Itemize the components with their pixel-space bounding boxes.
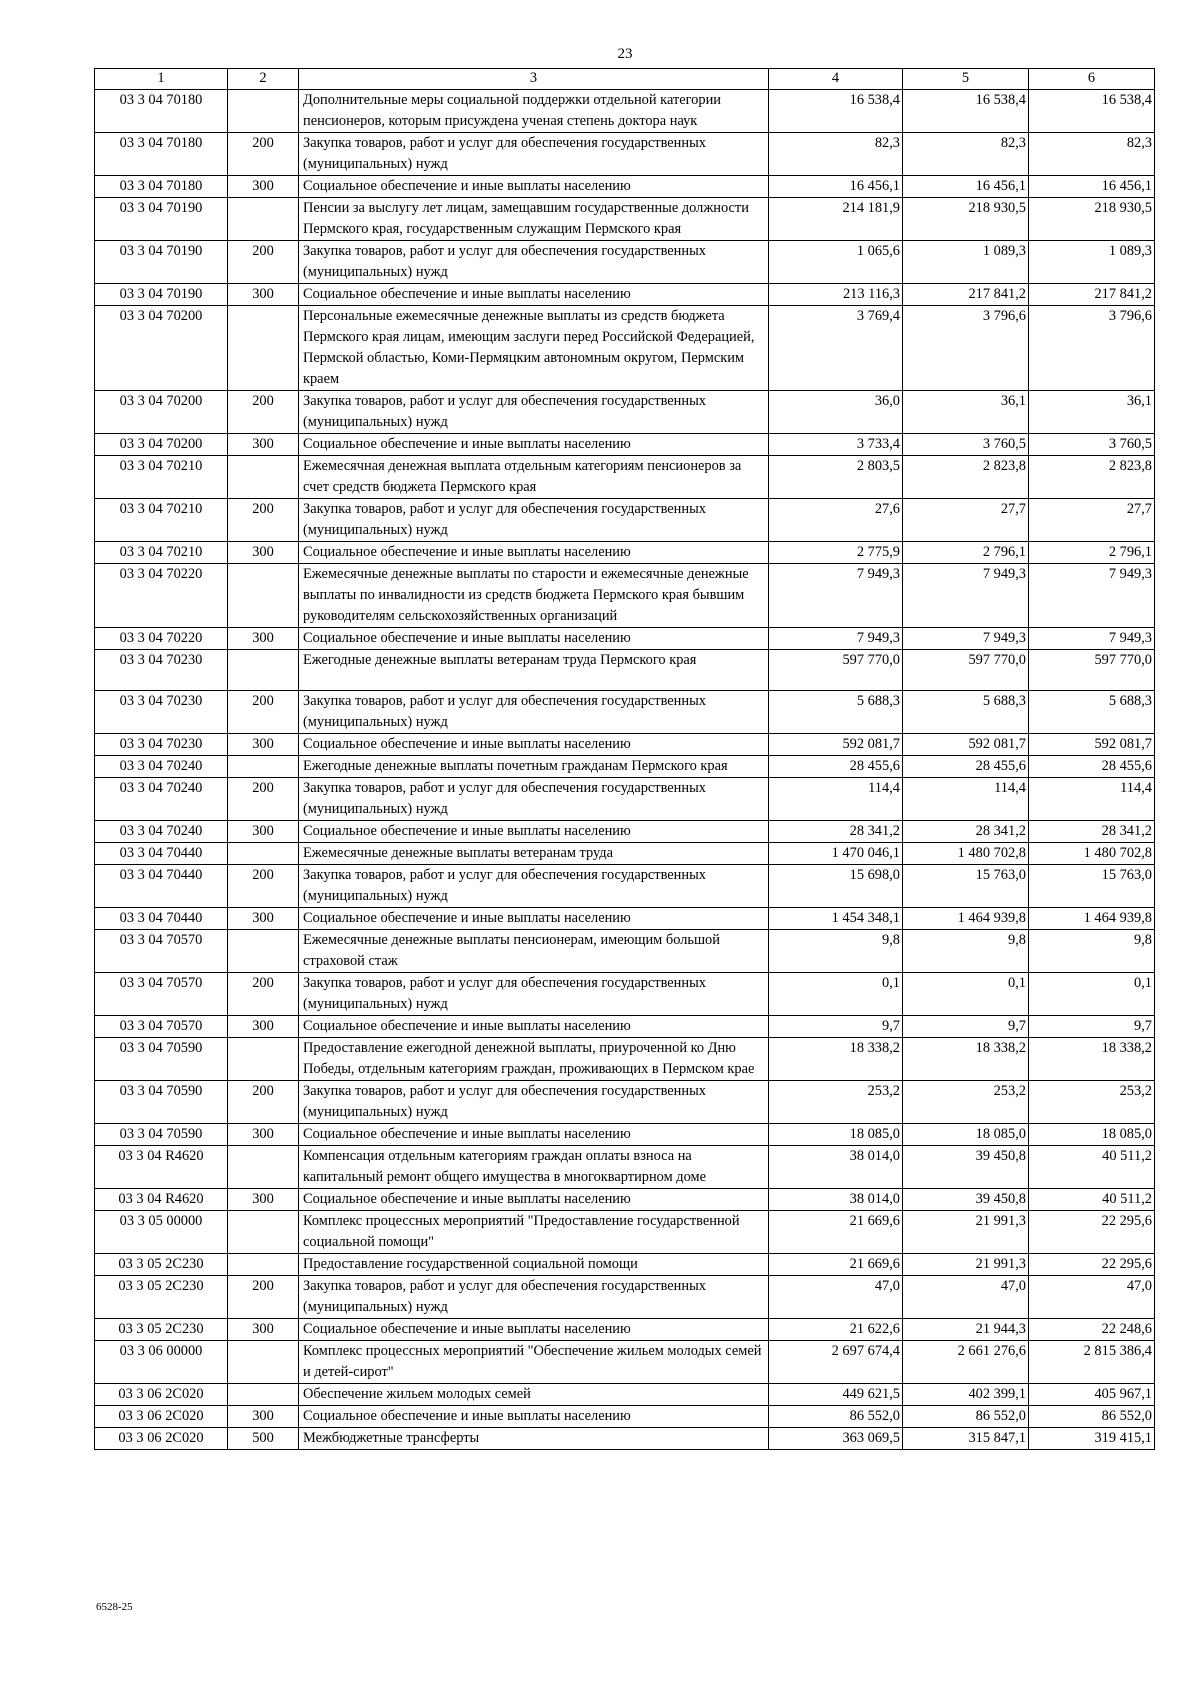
amount-cell: 7 949,3 [769,628,903,650]
table-row [95,176,1155,198]
name-cell: Социальное обеспечение и иные выплаты населению [299,1016,769,1038]
amount-cell: 1 470 046,1 [769,843,903,865]
amount-cell: 3 733,4 [769,434,903,456]
name-cell: Социальное обеспечение и иные выплаты населению [299,628,769,650]
column-header: 3 [299,69,769,90]
expense-type-cell [228,1146,299,1189]
amount-cell: 253,2 [769,1081,903,1124]
expense-type-cell [228,1038,299,1081]
expense-type-cell [228,456,299,499]
name-cell: Межбюджетные трансферты [299,1428,769,1450]
amount-cell: 82,3 [903,133,1029,176]
column-header: 6 [1029,69,1155,90]
expense-type-cell: 200 [228,241,299,284]
amount-cell: 82,3 [769,133,903,176]
code-cell: 03 3 04 70200 [95,434,228,456]
amount-cell: 22 248,6 [1029,1319,1155,1341]
name-cell: Закупка товаров, работ и услуг для обеспечения государственных (муниципальных) нужд [299,391,769,434]
amount-cell: 592 081,7 [903,734,1029,756]
name-cell: Закупка товаров, работ и услуг для обеспечения государственных (муниципальных) нужд [299,133,769,176]
code-cell: 03 3 05 00000 [95,1211,228,1254]
amount-cell: 218 930,5 [903,198,1029,241]
name-cell: Социальное обеспечение и иные выплаты населению [299,1189,769,1211]
amount-cell: 15 763,0 [903,865,1029,908]
amount-cell: 27,7 [1029,499,1155,542]
expense-type-cell: 300 [228,1406,299,1428]
amount-cell: 1 480 702,8 [1029,843,1155,865]
code-cell: 03 3 04 70200 [95,391,228,434]
code-cell: 03 3 04 R4620 [95,1146,228,1189]
amount-cell: 2 803,5 [769,456,903,499]
amount-cell: 253,2 [1029,1081,1155,1124]
table-row [95,930,1155,973]
expense-type-cell: 200 [228,133,299,176]
amount-cell: 86 552,0 [1029,1406,1155,1428]
expense-type-cell: 200 [228,778,299,821]
amount-cell: 597 770,0 [1029,650,1155,691]
amount-cell: 2 775,9 [769,542,903,564]
code-cell: 03 3 04 70200 [95,306,228,391]
amount-cell: 28 341,2 [903,821,1029,843]
amount-cell: 7 949,3 [1029,564,1155,628]
code-cell: 03 3 04 70220 [95,564,228,628]
code-cell: 03 3 04 70180 [95,176,228,198]
amount-cell: 1 480 702,8 [903,843,1029,865]
amount-cell: 2 796,1 [903,542,1029,564]
amount-cell: 18 338,2 [1029,1038,1155,1081]
table-row [95,90,1155,133]
code-cell: 03 3 04 70240 [95,778,228,821]
code-cell: 03 3 05 2С230 [95,1319,228,1341]
code-cell: 03 3 06 2С020 [95,1406,228,1428]
name-cell: Социальное обеспечение и иные выплаты населению [299,821,769,843]
expense-type-cell [228,843,299,865]
table-row [95,1211,1155,1254]
name-cell: Закупка товаров, работ и услуг для обеспечения государственных (муниципальных) нужд [299,499,769,542]
code-cell: 03 3 04 70570 [95,973,228,1016]
amount-cell: 27,6 [769,499,903,542]
amount-cell: 28 341,2 [1029,821,1155,843]
code-cell: 03 3 04 70570 [95,1016,228,1038]
amount-cell: 86 552,0 [769,1406,903,1428]
expense-type-cell [228,1254,299,1276]
amount-cell: 21 944,3 [903,1319,1029,1341]
table-row [95,1406,1155,1428]
table-row [95,284,1155,306]
amount-cell: 21 669,6 [769,1254,903,1276]
code-cell: 03 3 04 70180 [95,133,228,176]
amount-cell: 9,8 [1029,930,1155,973]
code-cell: 03 3 04 70220 [95,628,228,650]
amount-cell: 9,7 [769,1016,903,1038]
amount-cell: 18 085,0 [1029,1124,1155,1146]
amount-cell: 16 538,4 [1029,90,1155,133]
amount-cell: 214 181,9 [769,198,903,241]
code-cell: 03 3 04 70190 [95,198,228,241]
table-row [95,1016,1155,1038]
table-row [95,1341,1155,1384]
table-row [95,564,1155,628]
amount-cell: 47,0 [1029,1276,1155,1319]
amount-cell: 218 930,5 [1029,198,1155,241]
column-header: 1 [95,69,228,90]
table-row [95,198,1155,241]
amount-cell: 597 770,0 [769,650,903,691]
amount-cell: 3 769,4 [769,306,903,391]
name-cell: Дополнительные меры социальной поддержки отдельной категории пенсионеров, которым присуждена ученая степень доктора наук [299,90,769,133]
column-header: 5 [903,69,1029,90]
amount-cell: 213 116,3 [769,284,903,306]
name-cell: Социальное обеспечение и иные выплаты населению [299,1406,769,1428]
amount-cell: 39 450,8 [903,1189,1029,1211]
amount-cell: 114,4 [769,778,903,821]
amount-cell: 2 796,1 [1029,542,1155,564]
amount-cell: 18 338,2 [769,1038,903,1081]
code-cell: 03 3 04 70210 [95,456,228,499]
amount-cell: 22 295,6 [1029,1211,1155,1254]
table-row [95,1384,1155,1406]
expense-type-cell: 200 [228,1276,299,1319]
amount-cell: 28 455,6 [903,756,1029,778]
expense-type-cell [228,306,299,391]
table-row [95,778,1155,821]
amount-cell: 1 464 939,8 [1029,908,1155,930]
amount-cell: 16 456,1 [1029,176,1155,198]
amount-cell: 592 081,7 [769,734,903,756]
expense-type-cell [228,930,299,973]
amount-cell: 5 688,3 [1029,691,1155,734]
amount-cell: 27,7 [903,499,1029,542]
name-cell: Социальное обеспечение и иные выплаты населению [299,908,769,930]
code-cell: 03 3 04 70590 [95,1081,228,1124]
name-cell: Закупка товаров, работ и услуг для обеспечения государственных (муниципальных) нужд [299,865,769,908]
amount-cell: 1 464 939,8 [903,908,1029,930]
amount-cell: 7 949,3 [1029,628,1155,650]
table-row [95,306,1155,391]
amount-cell: 38 014,0 [769,1146,903,1189]
expense-type-cell: 300 [228,542,299,564]
amount-cell: 1 089,3 [1029,241,1155,284]
table-row [95,1081,1155,1124]
code-cell: 03 3 04 70440 [95,843,228,865]
expense-type-cell: 300 [228,628,299,650]
amount-cell: 40 511,2 [1029,1189,1155,1211]
code-cell: 03 3 04 70590 [95,1124,228,1146]
table-row [95,542,1155,564]
amount-cell: 3 760,5 [903,434,1029,456]
table-row [95,133,1155,176]
expense-type-cell [228,198,299,241]
amount-cell: 18 338,2 [903,1038,1029,1081]
name-cell: Социальное обеспечение и иные выплаты населению [299,434,769,456]
expense-type-cell: 200 [228,865,299,908]
table-row [95,734,1155,756]
amount-cell: 18 085,0 [903,1124,1029,1146]
code-cell: 03 3 05 2С230 [95,1254,228,1276]
amount-cell: 9,8 [903,930,1029,973]
name-cell: Социальное обеспечение и иные выплаты населению [299,176,769,198]
amount-cell: 217 841,2 [1029,284,1155,306]
code-cell: 03 3 06 2С020 [95,1428,228,1450]
code-cell: 03 3 06 2С020 [95,1384,228,1406]
amount-cell: 3 796,6 [1029,306,1155,391]
code-cell: 03 3 04 70230 [95,734,228,756]
code-cell: 03 3 04 70180 [95,90,228,133]
expense-type-cell: 200 [228,499,299,542]
name-cell: Комплекс процессных мероприятий "Предоставление государственной социальной помощи" [299,1211,769,1254]
expense-type-cell: 200 [228,973,299,1016]
expense-type-cell: 200 [228,1081,299,1124]
table-row [95,391,1155,434]
amount-cell: 217 841,2 [903,284,1029,306]
amount-cell: 1 065,6 [769,241,903,284]
amount-cell: 9,7 [1029,1016,1155,1038]
name-cell: Ежемесячные денежные выплаты по старости и ежемесячные денежные выплаты по инвалидности из средств бюджета Пермского края бывшим руководителям сельскохозяйственных организаций [299,564,769,628]
amount-cell: 21 991,3 [903,1254,1029,1276]
expense-type-cell [228,90,299,133]
expense-type-cell [228,564,299,628]
table-row [95,650,1155,691]
amount-cell: 0,1 [769,973,903,1016]
name-cell: Закупка товаров, работ и услуг для обеспечения государственных (муниципальных) нужд [299,1081,769,1124]
name-cell: Социальное обеспечение и иные выплаты населению [299,734,769,756]
expense-type-cell: 300 [228,821,299,843]
code-cell: 03 3 05 2С230 [95,1276,228,1319]
table-row [95,241,1155,284]
name-cell: Компенсация отдельным категориям граждан оплаты взноса на капитальный ремонт общего имущества в многоквартирном доме [299,1146,769,1189]
amount-cell: 47,0 [903,1276,1029,1319]
table-row [95,1254,1155,1276]
expense-type-cell: 200 [228,691,299,734]
name-cell: Предоставление государственной социальной помощи [299,1254,769,1276]
name-cell: Социальное обеспечение и иные выплаты населению [299,284,769,306]
amount-cell: 16 538,4 [903,90,1029,133]
table-row [95,908,1155,930]
amount-cell: 114,4 [1029,778,1155,821]
amount-cell: 36,1 [1029,391,1155,434]
amount-cell: 21 622,6 [769,1319,903,1341]
amount-cell: 405 967,1 [1029,1384,1155,1406]
name-cell: Социальное обеспечение и иные выплаты населению [299,542,769,564]
table-row [95,1319,1155,1341]
code-cell: 03 3 04 70240 [95,756,228,778]
name-cell: Пенсии за выслугу лет лицам, замещавшим государственные должности Пермского края, государственным служащим Пермского края [299,198,769,241]
name-cell: Ежемесячные денежные выплаты пенсионерам, имеющим большой страховой стаж [299,930,769,973]
expense-type-cell: 300 [228,1319,299,1341]
amount-cell: 22 295,6 [1029,1254,1155,1276]
expense-type-cell [228,1384,299,1406]
amount-cell: 597 770,0 [903,650,1029,691]
amount-cell: 402 399,1 [903,1384,1029,1406]
amount-cell: 7 949,3 [903,564,1029,628]
amount-cell: 9,8 [769,930,903,973]
table-row [95,821,1155,843]
footer-code: 6528-25 [96,1601,133,1613]
table-body [95,90,1155,1450]
amount-cell: 82,3 [1029,133,1155,176]
amount-cell: 0,1 [903,973,1029,1016]
amount-cell: 319 415,1 [1029,1428,1155,1450]
table-row [95,1124,1155,1146]
expense-type-cell [228,756,299,778]
amount-cell: 18 085,0 [769,1124,903,1146]
code-cell: 03 3 06 00000 [95,1341,228,1384]
table-row [95,499,1155,542]
name-cell: Обеспечение жильем молодых семей [299,1384,769,1406]
amount-cell: 2 697 674,4 [769,1341,903,1384]
column-header: 2 [228,69,299,90]
table-row [95,691,1155,734]
amount-cell: 21 991,3 [903,1211,1029,1254]
code-cell: 03 3 04 70230 [95,691,228,734]
table-row [95,756,1155,778]
amount-cell: 449 621,5 [769,1384,903,1406]
name-cell: Предоставление ежегодной денежной выплаты, приуроченной ко Дню Победы, отдельным категориям граждан, проживающих в Пермском крае [299,1038,769,1081]
expense-type-cell: 500 [228,1428,299,1450]
name-cell: Комплекс процессных мероприятий "Обеспечение жильем молодых семей и детей-сирот" [299,1341,769,1384]
expense-type-cell [228,1341,299,1384]
table-row [95,843,1155,865]
expense-type-cell: 300 [228,734,299,756]
amount-cell: 2 661 276,6 [903,1341,1029,1384]
amount-cell: 16 456,1 [769,176,903,198]
amount-cell: 15 698,0 [769,865,903,908]
name-cell: Закупка товаров, работ и услуг для обеспечения государственных (муниципальных) нужд [299,241,769,284]
amount-cell: 28 455,6 [1029,756,1155,778]
amount-cell: 47,0 [769,1276,903,1319]
table-row [95,434,1155,456]
page-number: 23 [617,46,633,62]
amount-cell: 21 669,6 [769,1211,903,1254]
code-cell: 03 3 04 70190 [95,284,228,306]
table-row [95,1428,1155,1450]
amount-cell: 253,2 [903,1081,1029,1124]
code-cell: 03 3 04 70590 [95,1038,228,1081]
budget-table [94,68,1155,1450]
table-row [95,973,1155,1016]
amount-cell: 2 823,8 [1029,456,1155,499]
code-cell: 03 3 04 70440 [95,908,228,930]
amount-cell: 39 450,8 [903,1146,1029,1189]
code-cell: 03 3 04 70210 [95,499,228,542]
name-cell: Закупка товаров, работ и услуг для обеспечения государственных (муниципальных) нужд [299,973,769,1016]
expense-type-cell: 200 [228,391,299,434]
amount-cell: 36,0 [769,391,903,434]
amount-cell: 40 511,2 [1029,1146,1155,1189]
expense-type-cell: 300 [228,1124,299,1146]
name-cell: Социальное обеспечение и иные выплаты населению [299,1319,769,1341]
amount-cell: 16 456,1 [903,176,1029,198]
amount-cell: 28 455,6 [769,756,903,778]
amount-cell: 7 949,3 [769,564,903,628]
expense-type-cell: 300 [228,908,299,930]
expense-type-cell: 300 [228,1189,299,1211]
table-row [95,1276,1155,1319]
table-row [95,1146,1155,1189]
table-row [95,456,1155,499]
expense-type-cell: 300 [228,176,299,198]
amount-cell: 592 081,7 [1029,734,1155,756]
amount-cell: 3 760,5 [1029,434,1155,456]
column-header: 4 [769,69,903,90]
amount-cell: 114,4 [903,778,1029,821]
name-cell: Ежегодные денежные выплаты ветеранам труда Пермского края [299,650,769,691]
name-cell: Закупка товаров, работ и услуг для обеспечения государственных (муниципальных) нужд [299,1276,769,1319]
name-cell: Ежемесячная денежная выплата отдельным категориям пенсионеров за счет средств бюджета Пермского края [299,456,769,499]
amount-cell: 2 815 386,4 [1029,1341,1155,1384]
table-row [95,1189,1155,1211]
amount-cell: 28 341,2 [769,821,903,843]
amount-cell: 315 847,1 [903,1428,1029,1450]
amount-cell: 7 949,3 [903,628,1029,650]
amount-cell: 363 069,5 [769,1428,903,1450]
amount-cell: 0,1 [1029,973,1155,1016]
amount-cell: 1 089,3 [903,241,1029,284]
code-cell: 03 3 04 70210 [95,542,228,564]
amount-cell: 5 688,3 [769,691,903,734]
code-cell: 03 3 04 70240 [95,821,228,843]
code-cell: 03 3 04 R4620 [95,1189,228,1211]
amount-cell: 1 454 348,1 [769,908,903,930]
expense-type-cell [228,1211,299,1254]
code-cell: 03 3 04 70440 [95,865,228,908]
amount-cell: 15 763,0 [1029,865,1155,908]
code-cell: 03 3 04 70190 [95,241,228,284]
amount-cell: 38 014,0 [769,1189,903,1211]
expense-type-cell: 300 [228,1016,299,1038]
amount-cell: 16 538,4 [769,90,903,133]
expense-type-cell [228,650,299,691]
table-row [95,1038,1155,1081]
name-cell: Ежегодные денежные выплаты почетным гражданам Пермского края [299,756,769,778]
name-cell: Ежемесячные денежные выплаты ветеранам труда [299,843,769,865]
table-row [95,628,1155,650]
name-cell: Закупка товаров, работ и услуг для обеспечения государственных (муниципальных) нужд [299,691,769,734]
amount-cell: 86 552,0 [903,1406,1029,1428]
table-header-row [95,69,1155,90]
name-cell: Закупка товаров, работ и услуг для обеспечения государственных (муниципальных) нужд [299,778,769,821]
name-cell: Персональные ежемесячные денежные выплаты из средств бюджета Пермского края лицам, имеющим заслуги перед Российской Федерацией, Пермской областью, Коми-Пермяцким автономным округом, Пермским краем [299,306,769,391]
amount-cell: 3 796,6 [903,306,1029,391]
expense-type-cell: 300 [228,284,299,306]
amount-cell: 9,7 [903,1016,1029,1038]
amount-cell: 2 823,8 [903,456,1029,499]
code-cell: 03 3 04 70570 [95,930,228,973]
table-row [95,865,1155,908]
expense-type-cell: 300 [228,434,299,456]
name-cell: Социальное обеспечение и иные выплаты населению [299,1124,769,1146]
amount-cell: 5 688,3 [903,691,1029,734]
code-cell: 03 3 04 70230 [95,650,228,691]
amount-cell: 36,1 [903,391,1029,434]
